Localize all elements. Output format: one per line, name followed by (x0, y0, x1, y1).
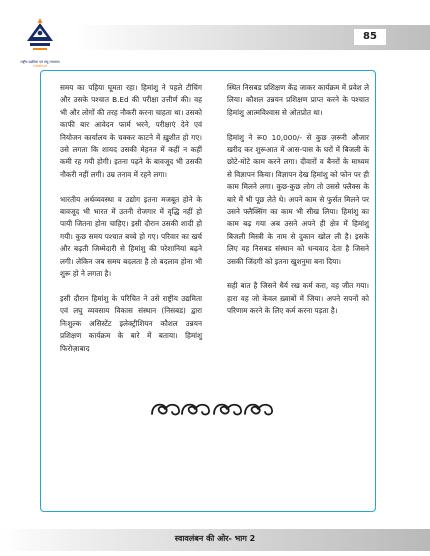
logo-caption (18, 60, 62, 68)
ornament-divider-icon (148, 400, 278, 418)
footer-title: स्वावलंबन की ओर- भाग 2 (174, 534, 256, 543)
right-column (227, 82, 369, 330)
paragraph: स्थित निसबड प्रशिक्षण केंद्र जाकर कार्यक्रम में प्रवेश ले लिया। कौशल उन्नयन प्रशिक्षण प्राप्त करने के पश्चात हिमांशु आत्मविश्वास से ओतप्रोत था। (227, 83, 369, 117)
page-number: 85 (354, 29, 386, 45)
paragraph: सही बात है जिसने धैर्य रख कर्म करा, वह जीत गया। हारा वह जो केवल ख़्वाबों में जिया। अपने सपनों को परिणाम करने के लिए कर्म करना पड़ता है। (227, 281, 369, 316)
paragraph: इसी दौरान हिमांशु के परिचित ने उसे राष्ट्रीय उद्यमिता एवं लघु व्यवसाय विकास संस्थान (निसबड) द्वारा निःशुल्क असिस्टेंट इलेक्ट्रीशियन कौशल उन्नयन प्रशिक्षण कार्यक्रम के बारे में बताया। हिमांशु फिरोज़ाबाद (60, 293, 202, 353)
paragraph: समय का पहिया घूमता रहा। हिमांशु ने पहले टीचिंग और उसके पश्चात B.Ed की परीक्षा उत्तीर्ण की। वह भी और लोगों की तरह नौकरी करना चाहता था। उसको काफी बार आवेदन फार्म भरने, परीक्षाएं देने एवं नियोजन कार्यालय के चक्कर काटने में ख़ुशीत हो गए। उसे लगता कि शायद उसकी मेहनत में कहीं न कहीं कमी रह गयी होगी। इतना पढ़ने के बावजूद भी उसकी नौकरी नहीं लगी। उम्र तनाव में रहने लगा। (60, 83, 202, 179)
paragraph: हिमांशु ने रू0 10,000/- से कुछ ज़रूरी औजार खरीद कर शुरूआत में आस-पास के घरों में बिजली के छोटे-मोटे काम करने लगा। दीवारों व बैनरों के माध्यम से विज्ञापन किया। विज्ञापन देख हिमांशु को फोन पर ही काम मिलने लगा। कुछ-कुछ लोग तो उससे फ्लैक्स के बारे में भी पूछ लेते थे। अपने काम से फुर्सत मिलने पर उसने फ्लैक्सिंग का काम भी सीख लिया। हिमांशु का काम बढ़ गया अब उसने अपने ही क्षेत्र में हिमांशु बिजली मिस्त्री के नाम से दुकान खोल ली है। इसके लिए वह निसबड संस्थान को धन्यवाद देता है जिसने उसकी जिंदगी को इतना खुशनुमा बना दिया। (227, 132, 369, 266)
logo-caption-hindi: राष्ट्रीय उद्यमिता एवं लघु व्यवसाय (20, 60, 60, 64)
paragraph: भारतीय अर्थव्यवस्था व उद्योग इतना मजबूत होने के बावजूद भी भारत में उतनी रोजगार में वृद्धि नहीं हो पायी जितना होना चाहिए। इसी दौरान उसकी शादी हो गयी। कुछ समय पश्चात बच्चे हो गए। परिवार का खर्च और बढ़ती जिम्मेदारी से हिमांशु की परेशानियां बढ़ने लगी। लेकिन जब समय बदलता है तो बदलाव होना भी शुरू हो ने लगता है। (60, 194, 202, 279)
left-column (60, 82, 202, 367)
logo-caption-english: niesbud (33, 64, 47, 68)
